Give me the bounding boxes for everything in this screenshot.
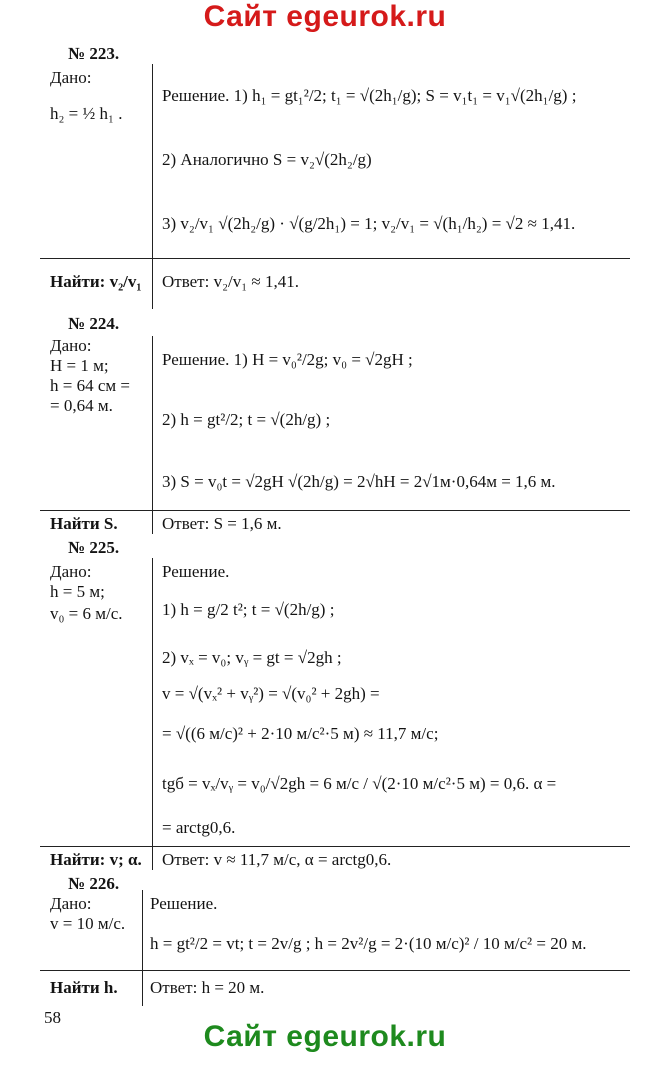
site-banner-top: Сайт egeurok.ru (203, 0, 447, 33)
solution-line: 2) Аналогично S = v₂√(2h₂/g) (162, 150, 372, 169)
answer-line: Ответ: h = 20 м. (150, 978, 265, 997)
problem-number: № 223. (68, 44, 120, 63)
problem-number: № 224. (68, 314, 120, 333)
solution-line: h = gt²/2 = vt; t = 2v/g ; h = 2v²/g = 2·(10 м/с)² / 10 м/с² = 20 м. (150, 934, 587, 953)
solution-line: 1) h = g/2 t²; t = √(2h/g) ; (162, 600, 335, 619)
given-line: v₀ = 6 м/с. (50, 604, 123, 623)
solution-line: = arctg0,6. (162, 818, 236, 837)
given-line: v = 10 м/с. (50, 914, 126, 933)
given-label: Дано: (50, 68, 92, 87)
separator-line (40, 258, 630, 259)
divider (152, 64, 153, 309)
separator-line (40, 510, 630, 511)
page-number: 58 (44, 1008, 61, 1027)
divider (142, 890, 143, 1006)
find-label: Найти S. (50, 514, 118, 533)
solution-line: = √((6 м/с)² + 2·10 м/с²·5 м) ≈ 11,7 м/с; (162, 724, 439, 743)
given-line: h = 5 м; (50, 582, 105, 601)
site-banner-bottom: Сайт egeurok.ru (203, 1020, 447, 1053)
solution-line: v = √(vₓ² + vᵧ²) = √(v₀² + 2gh) = (162, 684, 380, 703)
solution-line: 2) vₓ = v₀; vᵧ = gt = √2gh ; (162, 648, 342, 667)
find-label: Найти: v; α. (50, 850, 142, 869)
separator-line (40, 970, 630, 971)
solution-line: 3) S = v₀t = √2gH √(2h/g) = 2√hH = 2√1м·0,64м = 1,6 м. (162, 472, 556, 491)
solution-line: Решение. (162, 562, 230, 581)
separator-line (40, 846, 630, 847)
given-line: = 0,64 м. (50, 396, 113, 415)
problem-number: № 226. (68, 874, 120, 893)
given-line: h = 64 см = (50, 376, 130, 395)
divider (152, 558, 153, 870)
problem-number: № 225. (68, 538, 120, 557)
solution-line: Решение. 1) h₁ = gt₁²/2; t₁ = √(2h₁/g); S = v₁t₁ = v₁√(2h₁/g) ; (162, 86, 577, 105)
answer-line: Ответ: S = 1,6 м. (162, 514, 282, 533)
find-label: Найти h. (50, 978, 118, 997)
solution-line: Решение. (150, 894, 218, 913)
given-label: Дано: (50, 562, 92, 581)
given-label: Дано: (50, 894, 92, 913)
answer-line: Ответ: v ≈ 11,7 м/с, α = arctg0,6. (162, 850, 392, 869)
find-label: Найти: v₂/v₁ (50, 272, 142, 291)
solution-line: 2) h = gt²/2; t = √(2h/g) ; (162, 410, 331, 429)
answer-line: Ответ: v₂/v₁ ≈ 1,41. (162, 272, 299, 291)
given-label: Дано: (50, 336, 92, 355)
given-line: h₂ = ½ h₁ . (50, 104, 123, 123)
solution-line: tgб = vₓ/vᵧ = v₀/√2gh = 6 м/с / √(2·10 м/с²·5 м) = 0,6. α = (162, 774, 557, 793)
divider (152, 336, 153, 534)
solution-line: Решение. 1) H = v₀²/2g; v₀ = √2gH ; (162, 350, 413, 369)
given-line: H = 1 м; (50, 356, 109, 375)
solution-line: 3) v₂/v₁ √(2h₂/g) · √(g/2h₁) = 1; v₂/v₁ = √(h₁/h₂) = √2 ≈ 1,41. (162, 214, 576, 233)
